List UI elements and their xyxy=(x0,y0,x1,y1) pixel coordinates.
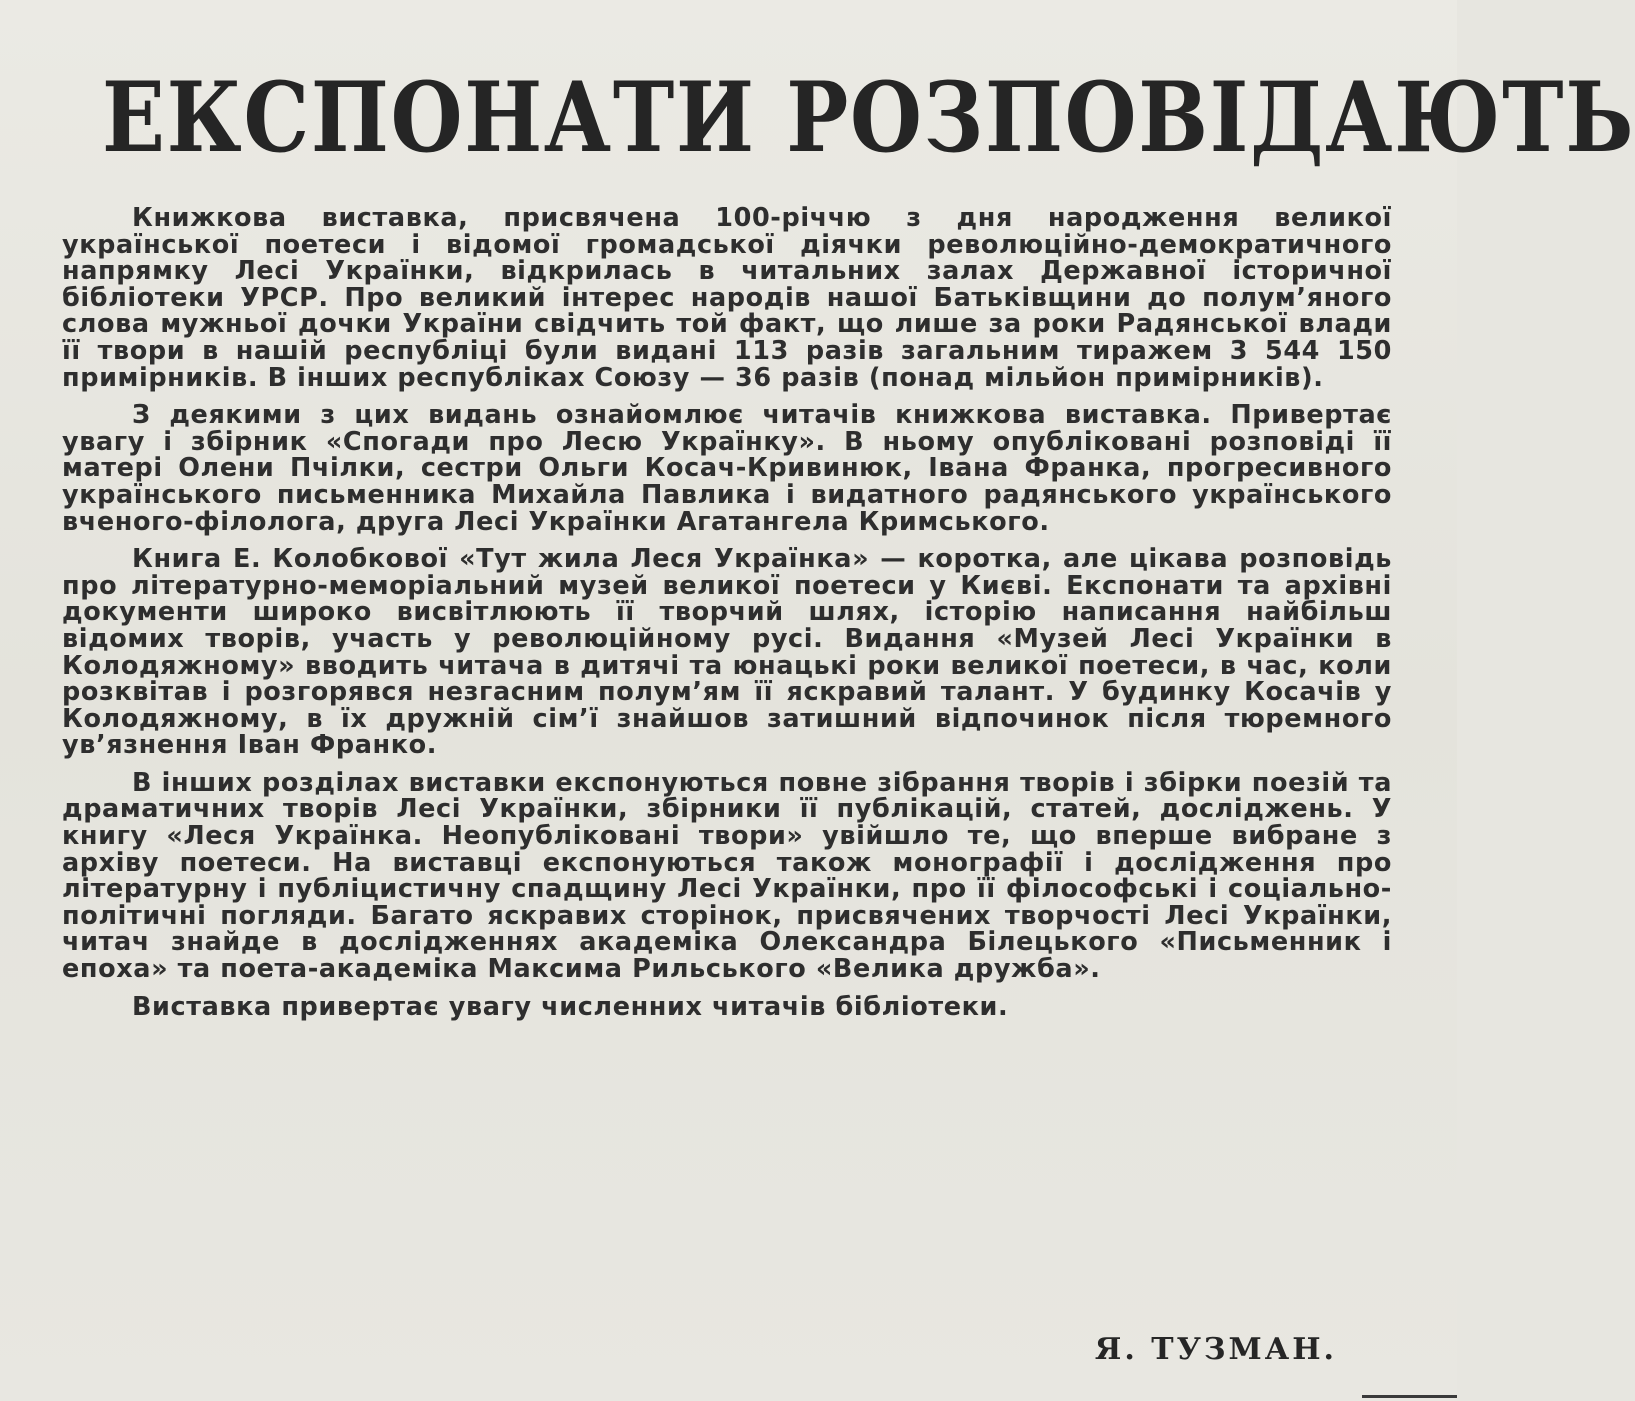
paragraph-4: В інших розділах виставки експонуються повне зібрання творів і збірки поезій та драматичних творів Лесі Українки, збірники її публікацій, статей, досліджень. У книгу «Леся Українка. Неопубліковані твори» увійшло те, що вперше вибране з архіву поетеси. На виставці експонуються також монографії і дослідження про літературну і публіцистичну спадщину Лесі Українки, про її філософські і соціально-політичні погляди. Багато яскравих сторінок, присвячених творчості Лесі Українки, читач знайде в дослідженнях академіка Олександра Білецького «Письменник і епоха» та поета-академіка Максима Рильського «Велика дружба». xyxy=(62,767,1392,985)
article-body xyxy=(62,205,1392,1031)
paragraph-closing: Виставка привертає увагу численних читачів бібліотеки. xyxy=(132,991,1009,1022)
paragraph-3: Книга Е. Колобкової «Тут жила Леся Українка» — коротка, але цікава розповідь про літературно-меморіальний музей великої поетеси у Києві. Експонати та архівні документи широко висвітлюють її творчий шлях, історію написання найбільш відомих творів, участь у революційному русі. Видання «Музей Лесі Українки в Колодяжному» вводить читача в дитячі та юнацькі роки великої поетеси, в час, коли розквітав і розгорявся незгасним полум’ям її яскравий талант. У будинку Косачів у Колодяжному, в їх дружній сім’ї знайшов затишний відпочинок після тюремного ув’язнення Іван Франко. xyxy=(62,544,1392,761)
author-signature: Я. ТУЗМАН. xyxy=(1094,1332,1337,1367)
paragraph-1: Книжкова виставка, присвячена 100-річчю з дня народження великої української поетеси і відомої громадської діячки революційно-демократичного напрямку Лесі Українки, відкрилась в читальних залах Державної історичної бібліотеки УРСР. Про великий інтерес народів нашої Батьківщини до полум’яного слова мужньої дочки України свідчить той факт, що лише за роки Радянської влади її твори в нашій республіці були видані 113 разів загальним тиражем 3 544 150 примірників. В інших республіках Союзу — 36 разів (понад мільйон примірників). xyxy=(62,203,1392,393)
clipping-edge-rule xyxy=(1362,1395,1457,1398)
paragraph-2: З деякими з цих видань ознайомлює читачів книжкова виставка. Привертає увагу і збірник «Спогади про Лесю Українку». В ньому опубліковані розповіді її матері Олени Пчілки, сестри Ольги Косач-Кривинюк, Івана Франка, прогресивного українського письменника Михайла Павлика і видатного радянського українського вченого-філолога, друга Лесі Українки Агатангела Кримського. xyxy=(62,400,1392,537)
headline: ЕКСПОНАТИ РОЗПОВІДАЮТЬ xyxy=(101,61,1635,174)
